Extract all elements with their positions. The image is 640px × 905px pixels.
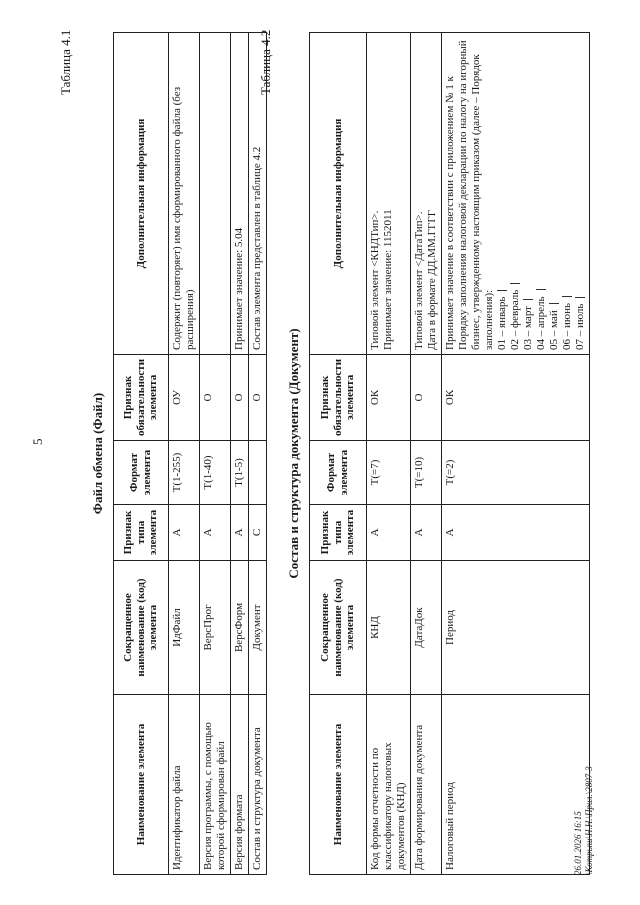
- table-cell: А: [169, 505, 200, 561]
- table-row: [441, 33, 589, 875]
- table-cell: T(1-40): [199, 441, 230, 505]
- table-row: [230, 33, 248, 875]
- scan-mark-icon: [562, 296, 572, 297]
- table2-header-cell: Сокращенное наименование (код) элемента: [310, 561, 367, 695]
- footer-timestamp: 26.01.2026 16:15: [573, 811, 583, 875]
- table-cell: [199, 33, 230, 355]
- table-cell: ОК: [441, 354, 589, 440]
- table-cell: T(=10): [410, 441, 441, 505]
- document-footer: [573, 766, 596, 875]
- table2-header-cell: Признак обязательности элемента: [310, 354, 367, 440]
- table-cell: О: [199, 354, 230, 440]
- table-cell: ДатаДок: [410, 561, 441, 695]
- scan-mark-icon: [575, 297, 585, 298]
- month-line: [561, 37, 574, 350]
- table-cell: T(1-255): [169, 441, 200, 505]
- table-cell: А: [367, 505, 411, 561]
- scan-mark-icon: [510, 283, 520, 284]
- table1-header-cell: Признак обязательности элемента: [114, 354, 169, 440]
- table2-header-cell: Наименование элемента: [310, 695, 367, 875]
- scan-mark-icon: [497, 290, 507, 291]
- table-cell: ВерсФорм: [230, 561, 248, 695]
- table-cell: [410, 33, 441, 355]
- table-row: [367, 33, 411, 875]
- table-cell: T(=7): [367, 441, 411, 505]
- month-line: [548, 37, 561, 350]
- table-cell: ОК: [367, 354, 411, 440]
- table-cell: [367, 33, 411, 355]
- table-cell: Дата формирования документа: [410, 695, 441, 875]
- table-cell: КНД: [367, 561, 411, 695]
- table1-header-cell: Дополнительная информация: [114, 33, 169, 355]
- month-line: [535, 37, 548, 350]
- table1-header-cell: Признак типа элемента: [114, 505, 169, 561]
- file-exchange-table: [113, 32, 267, 875]
- table2-header-cell: Формат элемента: [310, 441, 367, 505]
- table-row: [410, 33, 441, 875]
- table-cell: [441, 33, 589, 355]
- table-cell: А: [199, 505, 230, 561]
- table-cell: О: [230, 354, 248, 440]
- table-cell: Состав и структура документа: [248, 695, 266, 875]
- table2-caption: Таблица 4.2: [258, 29, 273, 95]
- month-label: 01 – январь: [495, 296, 508, 350]
- table1-header-row: [114, 33, 169, 875]
- table-cell: ВерсПрог: [199, 561, 230, 695]
- table-cell: Код формы отчетности по классификатору налоговых документов (КНД): [367, 695, 411, 875]
- table-cell: Версия формата: [230, 695, 248, 875]
- table2-header-row: [310, 33, 367, 875]
- month-label: 03 – март: [521, 306, 534, 350]
- table-cell: Версия программы, с помощью которой сформирован файл: [199, 695, 230, 875]
- info-line: Принимает значение в соответствии с приложением № 1 к Порядку заполнения налоговой декларации по налогу на игорный бизнес, утвержденному настоящим приказом (далее – Порядок заполнения):: [443, 40, 495, 350]
- month-label: 07 – июль: [573, 303, 586, 350]
- table1-header-cell: Сокращенное наименование (код) элемента: [114, 561, 169, 695]
- month-label: 04 – апрель: [534, 296, 547, 350]
- table-cell: Идентификатор файла: [169, 695, 200, 875]
- month-label: 02 – февраль: [508, 289, 521, 350]
- table-cell: А: [441, 505, 589, 561]
- table-cell: С: [248, 505, 266, 561]
- month-line: [496, 37, 509, 350]
- table-cell: Налоговый период: [441, 695, 589, 875]
- scan-mark-icon: [549, 303, 559, 304]
- page-number: 5: [30, 438, 45, 445]
- table-cell: Документ: [248, 561, 266, 695]
- table-cell: T(1-5): [230, 441, 248, 505]
- table2-header-cell: Признак типа элемента: [310, 505, 367, 561]
- table-cell: Состав элемента представлен в таблице 4.2: [248, 33, 266, 355]
- scan-mark-icon: [523, 299, 533, 300]
- month-label: 06 – июнь: [560, 302, 573, 350]
- table-cell: Период: [441, 561, 589, 695]
- table-cell: Содержит (повторяет) имя сформированного файла (без расширения): [169, 33, 200, 355]
- table-cell: О: [410, 354, 441, 440]
- scan-mark-icon: [536, 289, 546, 290]
- table-cell: [248, 441, 266, 505]
- table-row: [199, 33, 230, 875]
- footer-path: \Котрыш\Н.Н.\Прил.\2807-3: [584, 766, 595, 875]
- info-line: Типовой элемент <КНДТип>.: [369, 210, 381, 350]
- table1-title: Файл обмена (Файл): [90, 392, 105, 515]
- month-line: [574, 37, 587, 350]
- table1-header-cell: Формат элемента: [114, 441, 169, 505]
- info-line: Принимает значение: 1152011: [381, 209, 394, 350]
- month-line: [509, 37, 522, 350]
- table-cell: ОУ: [169, 354, 200, 440]
- table2-header-cell: Дополнительная информация: [310, 33, 367, 355]
- table-row: [248, 33, 266, 875]
- info-line: Дата в формате ДД.ММ.ГГГГ: [425, 209, 438, 350]
- table-cell: T(=2): [441, 441, 589, 505]
- month-line: [522, 37, 535, 350]
- table-row: [169, 33, 200, 875]
- table1-header-cell: Наименование элемента: [114, 695, 169, 875]
- table-cell: О: [248, 354, 266, 440]
- table-cell: А: [230, 505, 248, 561]
- table-cell: ИдФайл: [169, 561, 200, 695]
- table-cell: Принимает значение: 5.04: [230, 33, 248, 355]
- table1-caption: Таблица 4.1: [58, 29, 73, 95]
- table2-title: Состав и структура документа (Документ): [286, 328, 301, 579]
- table-cell: А: [410, 505, 441, 561]
- info-line: Типовой элемент <ДатаТип>.: [412, 211, 425, 350]
- month-label: 05 – май: [547, 310, 560, 350]
- document-structure-table: [309, 32, 590, 875]
